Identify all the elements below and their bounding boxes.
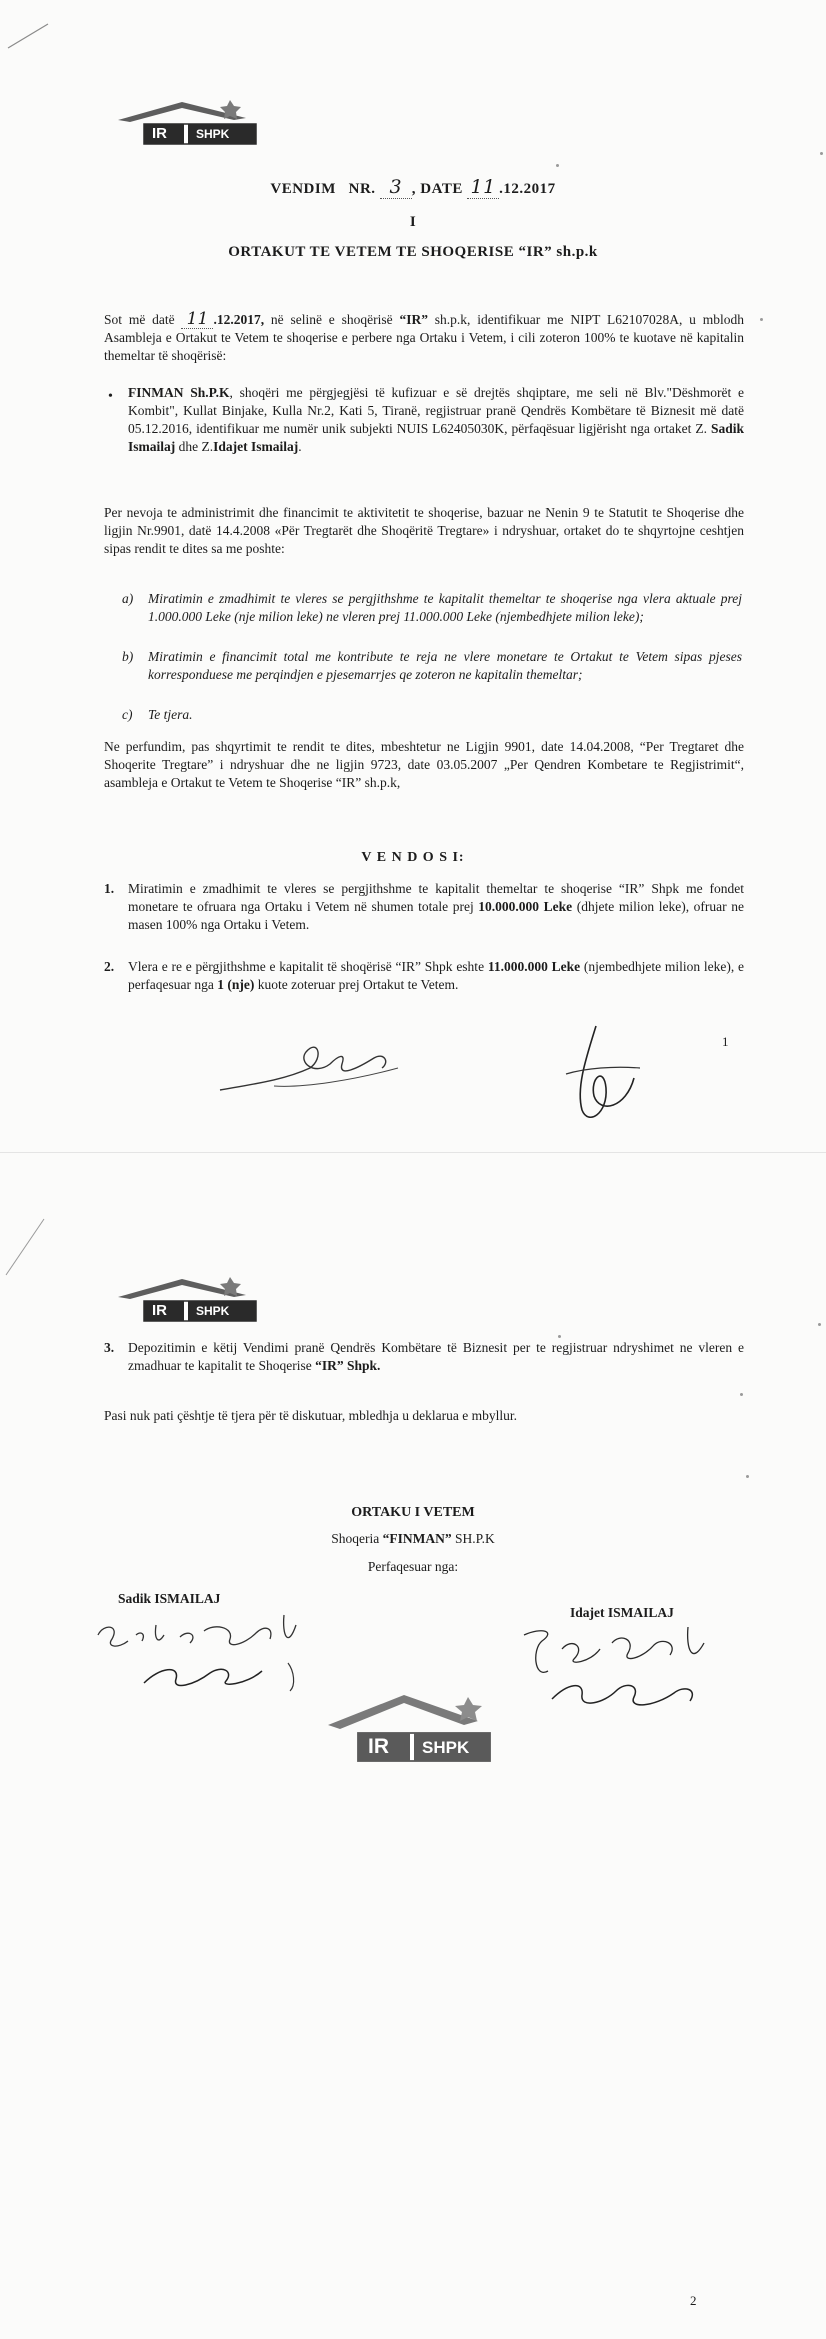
meeting-date: .12.2017, [213,312,265,327]
representative-1: Sadik Ismailaj [128,421,744,454]
scan-dot [746,1475,749,1478]
roman-numeral: I [409,214,417,230]
decision-2-text-c: (njembedhjete milion leke), e perfaqesuar nga [128,959,744,992]
decision-2-quota: 1 (nje) [217,977,255,992]
decision-text [128,958,744,994]
decision-text [128,880,744,934]
intro-text-1: Sot më datë [104,312,175,327]
signature-idajet [512,1619,722,1729]
nevoja-paragraph: Per nevoja te administrimit dhe financimit te aktivitetit te shoqerise, bazuar ne Nenin 9 te Statutit te Shoqerise dhe ligjin Nr.9901, datë 14.4.2008 «Për Tregtarët dhe Shoqëritë Tregtare» i ndryshuar, ortaket do te shqyrtojne ceshtjen sipas rendit te dites sa me poshte: [104,505,744,556]
scan-dot [558,1335,561,1338]
page-number: 2 [690,2293,697,2308]
finman-bold: “FINMAN” [382,1531,452,1546]
conclusion-paragraph: Ne perfundim, pas shqyrtimit te rendit te dites, mbeshtetur ne Ligjin 9901, date 14.04.2008, “Per Tregtaret dhe Shoqerite Tregtare” i ndryshuar dhe ne ligjin 9723, date 03.05.2007 „Per Qendren Kombetare te Regjistrimit“, asambleja e Ortakut te Vetem te Shoqerise “IR” sh.p.k, [104,739,744,790]
closing-statement: Pasi nuk pati çështje të tjera për të diskutuar, mbledhja u deklarua e mbyllur. [104,1408,517,1423]
logo-text-ir: IR [152,125,167,142]
agenda-item-a [122,590,742,626]
company-stamp [318,1689,498,1769]
logo-text-shpk: SHPK [196,1304,230,1318]
house-roof-icon [112,1273,262,1325]
intro-text-3: sh.p.k, identifikuar me NIPT L62107028A, u mblodh Asambleja e Ortakut te Vetem te shoqerise e perbere nga Ortaku i Vetem, i cili zoteron 100% te kuotave në kapitalin themeltar të shoqërisë: [104,312,744,363]
finman-text-mid: dhe Z. [175,439,214,454]
logo-text-shpk: SHPK [196,127,230,141]
scan-mark [0,1211,60,1281]
agenda-text: Miratimin e zmadhimit te vleres se pergjithshme te kapitalit themeltar te shoqerise nga vlera aktuale prej 1.000.000 Leke (nje milion leke) ne vleren prej 11.000.000 Leke (njembedhjete milion leke); [148,591,742,624]
stamp-text-ir: IR [368,1735,389,1758]
decision-1-text-c: (dhjete milion leke), ofruar ne masen 100% nga Ortaku i Vetem. [128,899,744,932]
company-logo [112,1273,262,1325]
signature-sadik [84,1605,324,1701]
signer-right-name: Idajet ISMAILAJ [570,1605,674,1620]
finman-text-end: . [298,439,302,454]
scan-mark [0,14,60,54]
decision-2-text-a: Vlera e re e përgjithshme e kapitalit të shoqërisë “IR” Shpk eshte [128,959,488,974]
finman-name: FINMAN Sh.P.K [128,385,230,400]
decision-item-3 [104,1339,744,1375]
decision-2-amount: 11.000.000 Leke [487,959,581,974]
agenda-text: Te tjera. [148,707,193,722]
decision-3-text-a: Depozitimin e këtij Vendimi pranë Qendrës Kombëtare të Biznesit per te regjistruar ndryshimet ne vleren e zmadhuar te kapitalit te Shoqerise [128,1340,744,1373]
date-label: , DATE [411,181,463,197]
page-2 [0,1152,826,2339]
nr-label: NR. [348,181,376,197]
scan-dot [818,1323,821,1326]
represented-by: Perfaqesuar nga: [367,1559,459,1574]
scan-dot [760,318,763,321]
decision-header [0,176,826,199]
representative-2: Idajet Ismailaj [213,439,299,454]
shpk-label: SH.P.K [451,1531,495,1546]
decision-1-text-a: Miratimin e zmadhimit te vleres se pergjithshme te kapitalit themeltar te shoqerise “IR” Shpk me fondet monetare te ofruara nga Ortaku i Vetem në shumen totale prej [128,881,744,914]
decision-date-day: 11 [467,176,499,199]
decision-number: 3 [380,176,412,199]
finman-text: , shoqëri me përgjegjësi të kufizuar e së drejtës shqiptare, me seli në Blv."Dëshmorët e Kombit", Kullat Binjake, Kulla Nr.2, Kati 5, Tiranë, regjistruar pranë Qendrës Kombëtare të Biznesit më datë 05.12.2016, identifikuar me numër unik subjekti NUIS L62405030K, përfaqësuar ligjërisht nga ortaket Z. [128,385,744,436]
scan-dot [740,1393,743,1396]
bullet-icon: • [108,389,113,404]
vendim-label: VENDIM [270,181,336,197]
agenda-letter: b) [122,649,134,664]
decision-date-rest: .12.2017 [499,181,556,197]
house-roof-icon [318,1689,498,1769]
page-number: 1 [722,1034,729,1049]
company-name: “IR” [399,312,428,327]
company-line [0,1531,826,1547]
decision-1-amount: 10.000.000 Leke [478,899,573,914]
stamp-text-shpk: SHPK [422,1738,470,1757]
scan-dot [556,164,559,167]
ortaku-heading: ORTAKU I VETEM [351,1505,475,1520]
signature-sadik-page1 [214,1028,404,1100]
decision-number-label: 2. [104,959,115,974]
decision-3-company: “IR” Shpk. [315,1358,381,1373]
signer-left-name: Sadik ISMAILAJ [118,1591,221,1606]
page-1 [0,0,826,1152]
signature-idajet-page1 [556,1018,646,1128]
house-roof-icon [112,96,262,148]
meeting-day: 11 [181,310,213,329]
intro-text-2: në selinë e shoqërisë [264,312,400,327]
company-logo [112,96,262,148]
decision-item-2 [104,958,744,994]
document-subtitle: ORTAKUT TE VETEM TE SHOQERISE “IR” sh.p.k [228,244,598,260]
decision-2-text-e: kuote zoteruar prej Ortakut te Vetem. [254,977,459,992]
agenda-item-c [122,706,742,724]
agenda-letter: a) [122,591,134,606]
decision-number-label: 3. [104,1340,115,1355]
logo-text-ir: IR [152,1302,167,1319]
agenda-letter: c) [122,707,133,722]
agenda-text: Miratimin e financimit total me kontribute te reja ne vlere monetare te Ortakut te Vetem sipas pjeses korresponduese me perqindjen e pjesemarrjes qe zoteron ne kapitalin themeltar; [148,649,742,682]
agenda-item-b [122,648,742,684]
shoqeria-label: Shoqeria [331,1531,383,1546]
scan-dot [820,152,823,155]
decision-number-label: 1. [104,881,115,896]
decision-item-1 [104,880,744,934]
decision-text [128,1339,744,1375]
intro-paragraph [104,310,744,365]
vendosi-heading: V E N D O S I: [361,850,465,865]
finman-paragraph [128,384,744,456]
